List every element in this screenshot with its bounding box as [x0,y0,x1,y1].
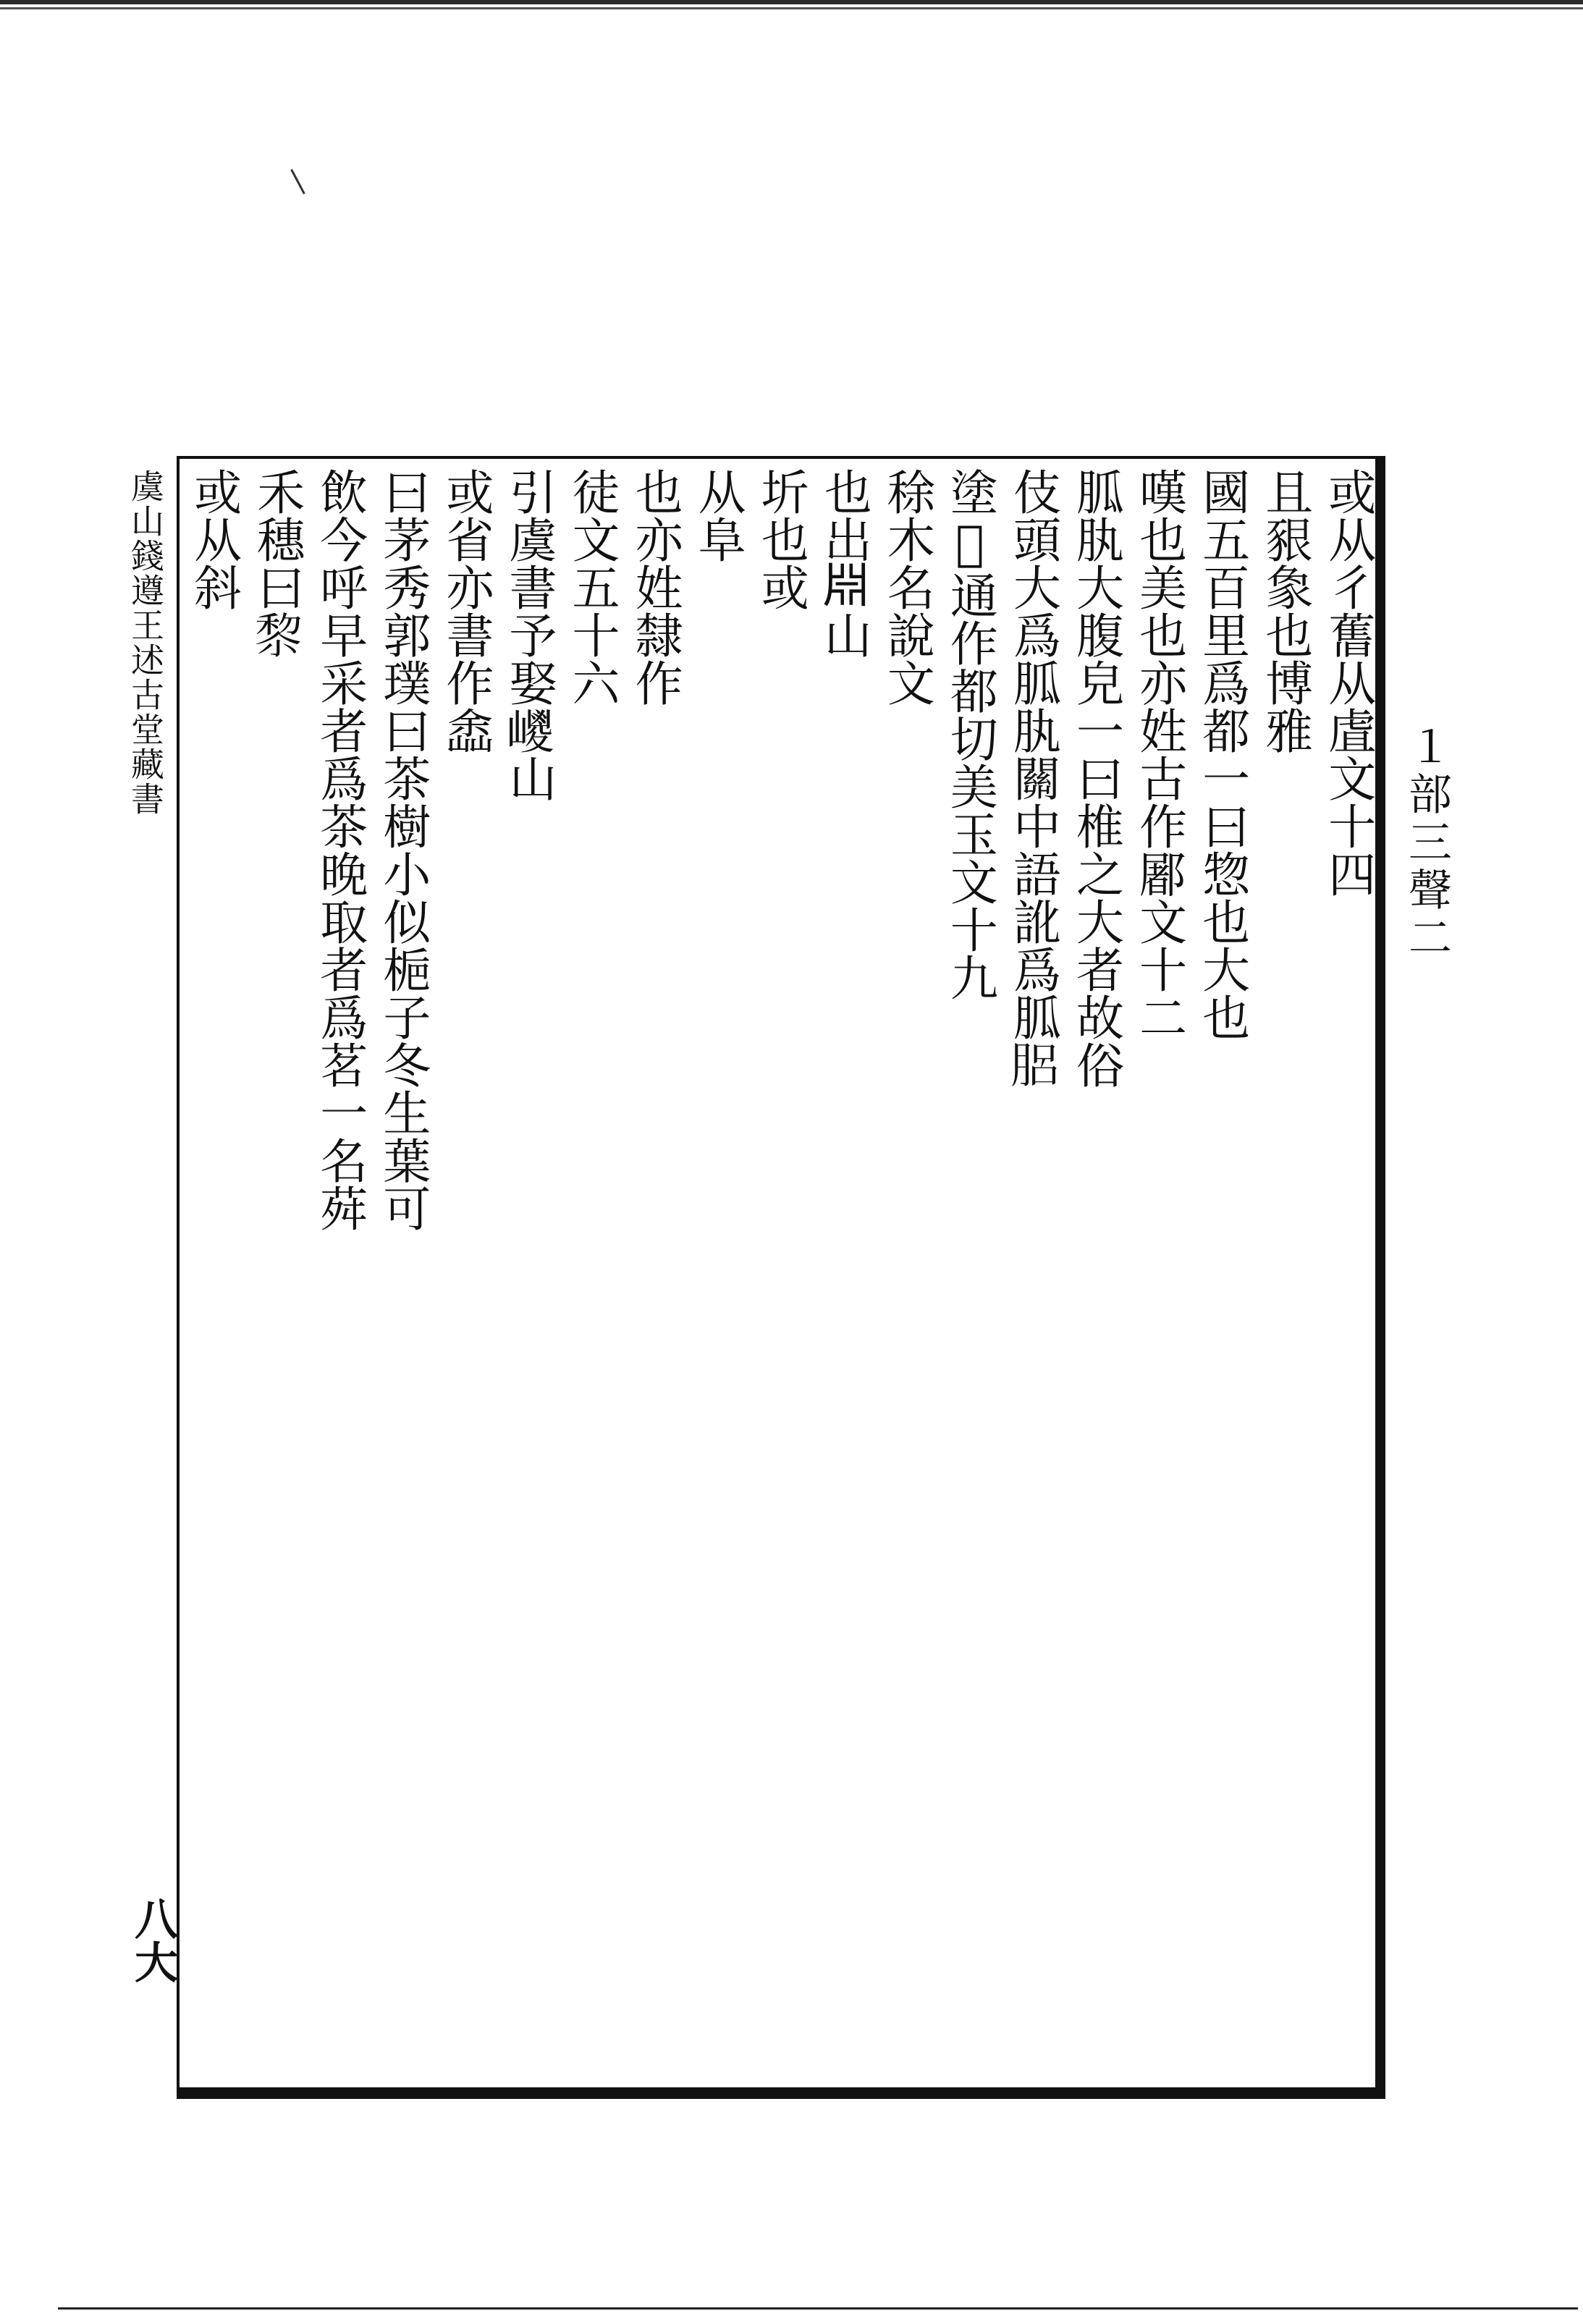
text-column: 嘆也美也亦姓古作䣝文十二 [1131,468,1187,1041]
scan-mark [290,169,305,195]
text-column: 胍肒大腹皃一曰椎之大者故俗 [1068,468,1124,1089]
text-column: 稌木名說文 [879,468,935,706]
text-column: 伎頭大爲胍肒關中語訛爲胍𦛗 [1005,468,1061,1089]
text-column: 塗𤦜通作都切美玉文十九 [942,468,998,1001]
text-column: 或从斜 [185,468,242,611]
text-column: 國五百里爲都一曰惣也大也 [1194,468,1250,1041]
text-column: 禾穗曰𥟖 [248,468,305,659]
text-column: 且豤𧰼也博雅 [1257,468,1313,754]
collection-label: 虞山錢遵王述古堂藏書 [126,469,165,816]
text-column: 或从彳𦾔从虘文十四 [1320,468,1376,897]
text-column: 从阜 [690,468,746,563]
text-column: 徒文五十六 [564,468,620,706]
bottom-scan-edge [58,2307,1578,2310]
text-column: 飲今呼早采者爲茶晚取者爲茗一名荈 [311,468,368,1232]
text-column: 曰茅秀郭璞曰茶樹小似梔子冬生葉可 [374,468,431,1232]
body-text [185,468,1376,2092]
text-column: 或省亦書作嵞 [437,468,494,754]
text-column: 引虞書予娶𡽀山 [500,468,557,802]
section-header: １部三聲二 [1401,724,1452,963]
text-column: 也出𣶒山 [816,468,872,659]
text-column: 圻也或 [753,468,809,611]
top-scan-edge [0,0,1583,16]
page-number: 八大 [127,1896,178,1983]
text-column: 也亦姓隸作 [627,468,683,706]
